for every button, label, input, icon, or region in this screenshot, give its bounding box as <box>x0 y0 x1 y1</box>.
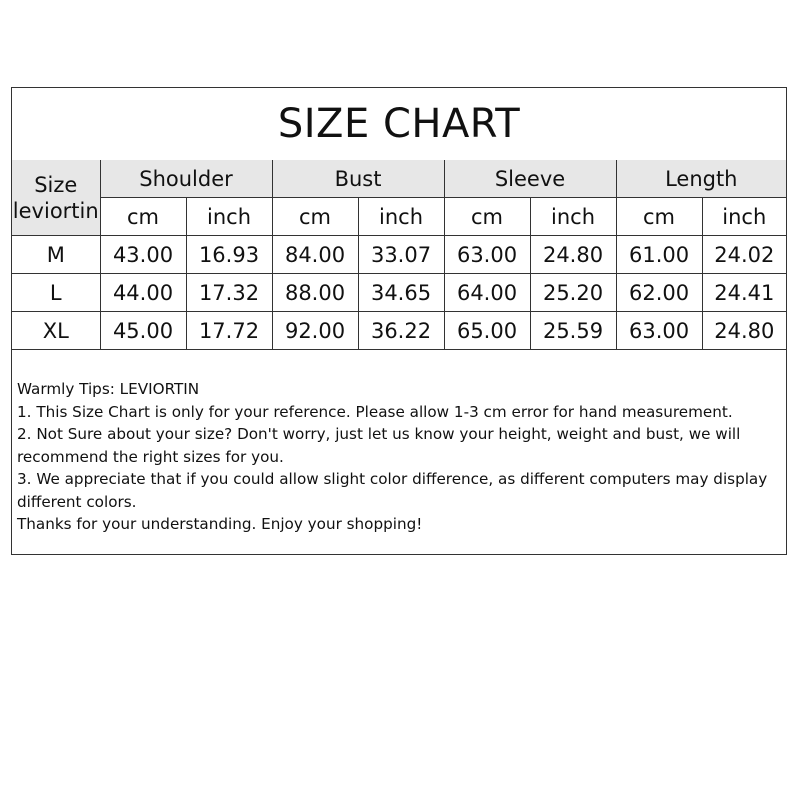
table-row <box>12 274 786 312</box>
size-label: Size <box>34 172 78 197</box>
value-cell: 25.20 <box>530 274 616 312</box>
value-cell: 43.00 <box>100 236 186 274</box>
unit-header: cm <box>100 198 186 236</box>
value-cell: 62.00 <box>616 274 702 312</box>
tip-line: 1. This Size Chart is only for your reference. Please allow 1-3 cm error for hand measurement. <box>17 402 733 421</box>
unit-header: cm <box>272 198 358 236</box>
value-cell: 33.07 <box>358 236 444 274</box>
table-row <box>12 236 786 274</box>
tip-line: 2. Not Sure about your size? Don't worry, just let us know your height, weight and bust, we will recommend the right sizes for you. <box>17 425 741 466</box>
value-cell: 17.72 <box>186 312 272 350</box>
value-cell: 92.00 <box>272 312 358 350</box>
size-cell: L <box>12 274 100 312</box>
value-cell: 84.00 <box>272 236 358 274</box>
value-cell: 24.80 <box>530 236 616 274</box>
value-cell: 88.00 <box>272 274 358 312</box>
unit-header: cm <box>616 198 702 236</box>
value-cell: 44.00 <box>100 274 186 312</box>
value-cell: 61.00 <box>616 236 702 274</box>
group-header-bust: Bust <box>272 160 444 198</box>
value-cell: 17.32 <box>186 274 272 312</box>
size-cell: XL <box>12 312 100 350</box>
brand-label: leviortin <box>12 198 99 223</box>
unit-header: inch <box>702 198 786 236</box>
group-header-shoulder: Shoulder <box>100 160 272 198</box>
value-cell: 45.00 <box>100 312 186 350</box>
size-header-cell <box>12 160 100 236</box>
value-cell: 24.41 <box>702 274 786 312</box>
group-header-sleeve: Sleeve <box>444 160 616 198</box>
value-cell: 64.00 <box>444 274 530 312</box>
chart-title: SIZE CHART <box>12 88 786 161</box>
value-cell: 24.02 <box>702 236 786 274</box>
tips-heading: Warmly Tips: LEVIORTIN <box>17 380 200 398</box>
value-cell: 36.22 <box>358 312 444 350</box>
size-chart-panel <box>11 87 787 555</box>
tip-line: 3. We appreciate that if you could allow slight color difference, as different computers may display different colors. <box>17 470 768 511</box>
size-cell: M <box>12 236 100 274</box>
unit-header: inch <box>358 198 444 236</box>
value-cell: 65.00 <box>444 312 530 350</box>
value-cell: 34.65 <box>358 274 444 312</box>
value-cell: 25.59 <box>530 312 616 350</box>
value-cell: 63.00 <box>444 236 530 274</box>
value-cell: 24.80 <box>702 312 786 350</box>
table-row <box>12 312 786 350</box>
unit-header: inch <box>186 198 272 236</box>
size-table <box>12 160 786 350</box>
tips-section <box>17 378 782 536</box>
group-header-length: Length <box>616 160 786 198</box>
unit-header: cm <box>444 198 530 236</box>
value-cell: 63.00 <box>616 312 702 350</box>
unit-header: inch <box>530 198 616 236</box>
value-cell: 16.93 <box>186 236 272 274</box>
tips-closing: Thanks for your understanding. Enjoy your shopping! <box>17 515 423 533</box>
